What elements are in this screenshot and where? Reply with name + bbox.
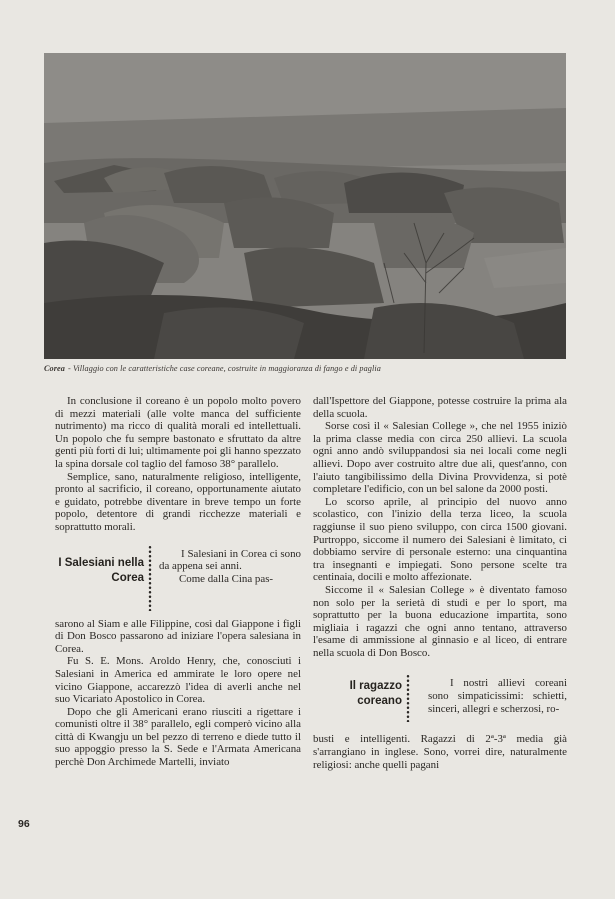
- right-column: [313, 395, 567, 771]
- village-photo-image: [44, 53, 566, 359]
- dotted-divider: [148, 545, 152, 611]
- section-heading-salesiani: I Salesiani nella Corea: [58, 556, 144, 584]
- village-photo: [44, 53, 566, 359]
- section-ragazzo: [313, 675, 567, 733]
- right-paragraph-5: busti e intelligenti. Ragazzi di 2ª-3ª media già s'arrangiano in inglese. Sono, vorrei dire, naturalmente religiosi: anche quelli pagani: [313, 733, 567, 771]
- caption-text: - Villaggio con le caratteristiche case coreane, costruite in maggioranza di fango e di paglia: [67, 364, 381, 373]
- side-paragraph-1: I Salesiani in Corea ci sono da appena sei anni.: [159, 547, 301, 573]
- section-ragazzo-side-text: [428, 677, 567, 715]
- section-salesiani: [55, 546, 301, 618]
- photo-caption: [44, 364, 566, 373]
- page-number: 96: [18, 818, 30, 830]
- left-paragraph-5: Dopo che gli Americani erano riusciti a rigettare i comunisti oltre il 38° parallelo, egli comperò vicino alla città di Kwangju un bel pezzo di terreno e diede tutto il suo appoggio presso la S. Sede e l'Armata Americana perchè Don Archimede Martelli, inviato: [55, 705, 301, 769]
- right-paragraph-2: Sorse così il « Salesian College », che nel 1955 iniziò la prima classe media con circa 250 allievi. La scuola ogni anno andò sviluppandosi sia nei locali come negli allievi. Dopo aver costruito altre due ali, quest'anno, con l'aiuto tangibilissimo della Divina Provvidenza, si potè completare l'edificio, con un bel salone da 2000 posti.: [313, 420, 567, 496]
- dotted-divider: [406, 674, 410, 722]
- left-paragraph-2: Semplice, sano, naturalmente religioso, intelligente, pronto al sacrificio, il coreano, opportunamente aiutato e guidato, potrebbe diventare in breve tempo un forte popolo, detentore di grandi ricchezze materiali e soprattutto morali.: [55, 470, 301, 533]
- side-paragraph-ragazzo: I nostri allievi coreani sono simpaticissimi: schietti, sinceri, allegri e scherzosi, ro-: [428, 677, 567, 715]
- side-paragraph-2: Come dalla Cina pas-: [179, 572, 274, 585]
- left-paragraph-3: sarono al Siam e alle Filippine, così dal Giappone i figli di Don Bosco passarono ad iniziare l'opera salesiana in Corea.: [55, 617, 301, 655]
- right-paragraph-3: Lo scorso aprile, al principio del nuovo anno scolastico, con l'inizio della terza liceo, la scuola raggiunse il suo pieno sviluppo, con circa 1500 giovani. Purtroppo, siccome il numero dei Salesiani è limitato, ci dobbiamo servire di personale esterno: una cinquantina tra insegnanti e impiegati. Sono persone scelte tra centinaia, docili e molto affezionate.: [313, 495, 567, 584]
- left-paragraph-1: In conclusione il coreano è un popolo molto povero di mezzi materiali (alle volte manca del sufficiente nutrimento) ma ricco di qualità morali ed intellettuali. Un popolo che fu sempre bastonato e sfruttato da altre genti più forti di lui; ultimamente poi gli hanno spezzato la spina dorsale col taglio del famoso 38° parallelo.: [55, 395, 301, 470]
- section-heading-ragazzo: Il ragazzo coreano: [349, 680, 402, 708]
- section-salesiani-side-text: [159, 548, 301, 586]
- left-column: [55, 395, 301, 769]
- caption-lead: Corea: [44, 364, 65, 373]
- right-paragraph-1: dall'Ispettore del Giappone, potesse costruire la prima ala della scuola.: [313, 395, 567, 420]
- right-paragraph-4: Siccome il « Salesian College » è diventato famoso non solo per la serietà di studi e per lo sport, ma soprattutto per la buona educazione impartita, sono migliaia i ragazzi che ogni anno tentano, attraverso l'esame di ammissione al ginnasio e al liceo, di entrare nella scuola di Don Bosco.: [313, 583, 567, 659]
- left-paragraph-4: Fu S. E. Mons. Aroldo Henry, che, conosciuti i Salesiani in America ed ammirate le loro opere nel vicino Giappone, accarezzò l'idea di averli anche nel suo Vicariato Apostolico in Corea.: [55, 655, 301, 706]
